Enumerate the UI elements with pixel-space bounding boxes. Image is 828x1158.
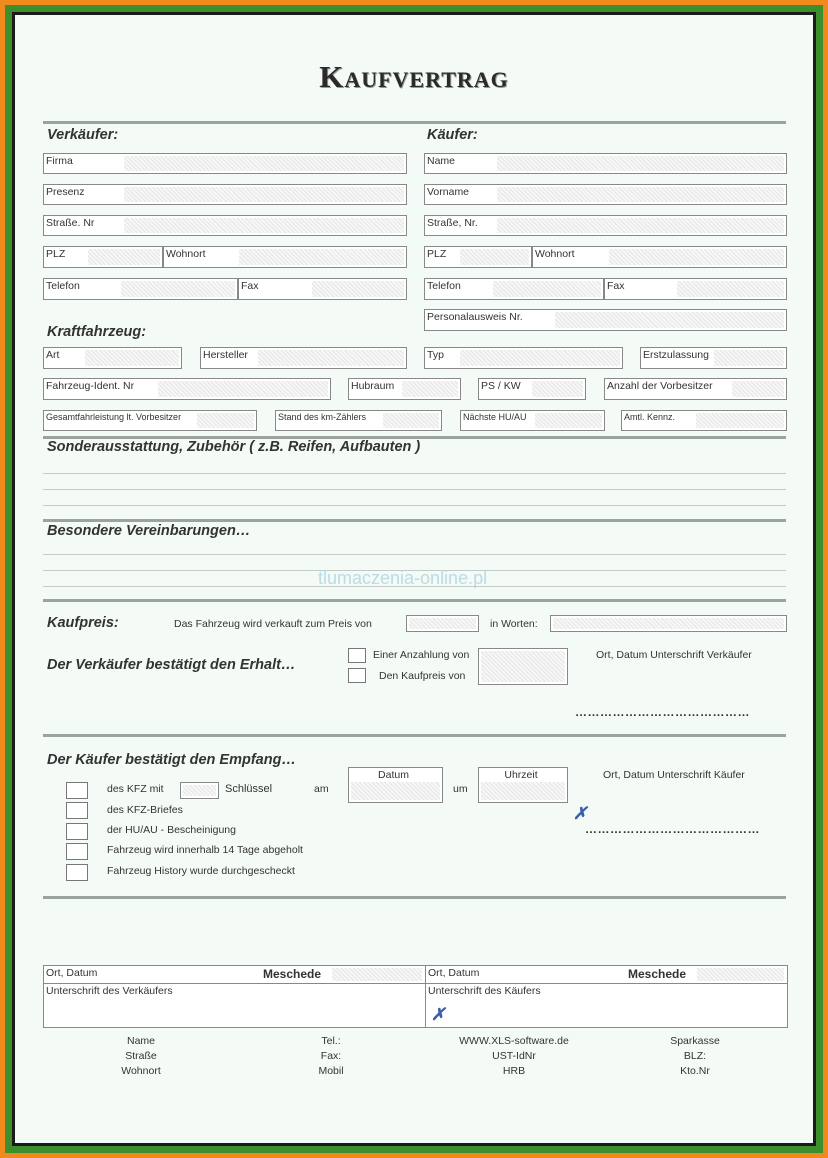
seller-wohnort-field[interactable] [163, 246, 407, 268]
left-date-fill[interactable] [332, 968, 422, 981]
field-label: Gesamtfahrleistung lt. Vorbesitzer [46, 412, 185, 422]
field-label: Fax [241, 280, 263, 292]
vehicle-vorbesitzer-field[interactable] [604, 378, 787, 400]
item-label: der HU/AU - Bescheinigung [107, 824, 236, 836]
field-label: Nächste HU/AU [463, 412, 531, 422]
field-label: Stand des km-Zählers [278, 412, 370, 422]
seller-presenz-field[interactable] [43, 184, 407, 205]
vehicle-gesamtfahrleistung-field[interactable] [43, 410, 257, 431]
field-label: Telefon [427, 280, 465, 292]
writing-line[interactable] [43, 554, 786, 555]
footer-text: Wohnort [121, 1065, 161, 1077]
divider [43, 599, 786, 602]
right-ort-label: Ort, Datum [428, 967, 480, 979]
field-label: Art [46, 349, 63, 361]
buyer-signature-label: Unterschrift des Käufers [428, 985, 541, 997]
field-label: Amtl. Kennz. [624, 412, 679, 422]
uhrzeit-field[interactable] [478, 767, 568, 803]
schluessel-count-field[interactable] [180, 782, 219, 799]
vehicle-ps-field[interactable] [478, 378, 586, 400]
divider [44, 983, 787, 984]
field-label: Telefon [46, 280, 84, 292]
vehicle-huau-field[interactable] [460, 410, 605, 431]
kaeufer-bestaetigt-heading: Der Käufer bestätigt den Empfang… [47, 752, 296, 768]
field-label: Erstzulassung [643, 349, 713, 361]
writing-line[interactable] [43, 489, 786, 490]
field-label: Name [427, 155, 459, 167]
field-label: Fahrzeug-Ident. Nr [46, 380, 138, 392]
footer-col-bank [645, 1035, 745, 1077]
in-worten-field[interactable] [550, 615, 787, 632]
footer-text: Tel.: [321, 1035, 341, 1047]
datum-label: Datum [378, 769, 409, 781]
footer-col-contact [281, 1035, 381, 1077]
signature-table [43, 965, 788, 1028]
vehicle-kennz-field[interactable] [621, 410, 787, 431]
watermark: tlumaczenia-online.pl [318, 568, 488, 588]
right-date-fill[interactable] [697, 968, 784, 981]
vehicle-hubraum-field[interactable] [348, 378, 461, 400]
writing-line[interactable] [43, 586, 786, 587]
seller-telefon-field[interactable] [43, 278, 238, 300]
vehicle-kmstand-field[interactable] [275, 410, 442, 431]
field-label: Presenz [46, 186, 89, 198]
erhalt-amount-field[interactable] [478, 648, 568, 685]
left-ort-label: Ort, Datum [46, 967, 98, 979]
schluessel-label: Schlüssel [225, 783, 273, 795]
divider [43, 734, 786, 737]
vehicle-art-field[interactable] [43, 347, 182, 369]
field-label: Straße. Nr [46, 217, 98, 229]
footer-text: Kto.Nr [680, 1065, 710, 1077]
divider [43, 121, 786, 124]
in-worten-label: in Worten: [490, 618, 538, 630]
kaufpreis-amount-field[interactable] [406, 615, 479, 632]
kaeufer-signature-line[interactable]: …………………………………… [585, 822, 760, 836]
buyer-telefon-field[interactable] [424, 278, 604, 300]
item-label: des KFZ-Briefes [107, 804, 183, 816]
abholung-checkbox[interactable] [66, 843, 88, 860]
footer-text: Mobil [318, 1065, 344, 1077]
field-label: PLZ [46, 248, 69, 260]
datum-field[interactable] [348, 767, 443, 803]
seller-firma-field[interactable] [43, 153, 407, 174]
right-city: Meschede [628, 967, 687, 981]
verkaeufer-signature-label: Ort, Datum Unterschrift Verkäufer [596, 649, 752, 661]
anzahlung-label: Einer Anzahlung von [373, 649, 470, 661]
buyer-wohnort-field[interactable] [532, 246, 787, 268]
field-label: Hersteller [203, 349, 252, 361]
field-label: Personalausweis Nr. [427, 311, 527, 323]
kaufpreis-heading: Kaufpreis: [47, 615, 119, 631]
vehicle-hersteller-field[interactable] [200, 347, 407, 369]
x-mark-icon: ✗ [431, 1005, 446, 1024]
left-city: Meschede [263, 967, 322, 981]
footer-text: BLZ: [683, 1050, 707, 1062]
am-label: am [314, 783, 329, 795]
kaufpreis-text: Das Fahrzeug wird verkauft zum Preis von [174, 618, 372, 630]
field-label: Vorname [427, 186, 473, 198]
footer-text: Sparkasse [670, 1035, 720, 1047]
buyer-ausweis-field[interactable] [424, 309, 787, 331]
footer-text: Straße [125, 1050, 157, 1062]
kfz-brief-checkbox[interactable] [66, 802, 88, 819]
field-label: Straße, Nr. [427, 217, 482, 229]
field-label: Firma [46, 155, 77, 167]
uhrzeit-label: Uhrzeit [504, 769, 538, 781]
field-label: Wohnort [166, 248, 210, 260]
field-label: Fax [607, 280, 629, 292]
writing-line[interactable] [43, 505, 786, 506]
divider [43, 896, 786, 899]
document-title: Kaufvertrag [319, 59, 509, 94]
anzahlung-checkbox[interactable] [348, 648, 366, 663]
vehicle-heading: Kraftfahrzeug: [47, 324, 147, 340]
document-page [15, 15, 813, 1143]
kaufpreis-checkbox[interactable] [348, 668, 366, 683]
vehicle-typ-field[interactable] [424, 347, 623, 369]
um-label: um [453, 783, 468, 795]
verkaeufer-bestaetigt-heading: Der Verkäufer bestätigt den Erhalt… [47, 657, 296, 673]
buyer-heading: Käufer: [427, 127, 478, 143]
buyer-name-field[interactable] [424, 153, 787, 174]
footer-col-name [91, 1035, 191, 1077]
field-label: Anzahl der Vorbesitzer [607, 380, 717, 392]
field-label: PLZ [427, 248, 450, 260]
vehicle-ident-field[interactable] [43, 378, 331, 400]
kaufpreis-erhalt-label: Den Kaufpreis von [379, 670, 466, 682]
footer-text: Fax: [320, 1050, 342, 1062]
item-label: des KFZ mit [107, 783, 164, 795]
item-label: Fahrzeug History wurde durchgescheckt [107, 865, 295, 877]
verkaeufer-signature-line[interactable]: …………………………………… [575, 705, 750, 719]
field-label: Typ [427, 349, 448, 361]
kfz-checkbox[interactable] [66, 782, 88, 799]
buyer-street-field[interactable] [424, 215, 787, 236]
x-mark-icon: ✗ [573, 804, 588, 823]
seller-fax-field[interactable] [238, 278, 407, 300]
seller-heading: Verkäufer: [47, 127, 119, 143]
field-label: Wohnort [535, 248, 579, 260]
kaeufer-signature-label: Ort, Datum Unterschrift Käufer [603, 769, 745, 781]
huau-checkbox[interactable] [66, 823, 88, 840]
seller-plz-field[interactable] [43, 246, 163, 268]
buyer-fax-field[interactable] [604, 278, 787, 300]
writing-line[interactable] [43, 473, 786, 474]
sonder-heading: Sonderausstattung, Zubehör ( z.B. Reifen, Aufbauten ) [47, 439, 421, 455]
field-label: PS / KW [481, 380, 525, 392]
vereinbarungen-heading: Besondere Vereinbarungen… [47, 523, 251, 539]
footer-text: UST-IdNr [492, 1050, 536, 1062]
footer-col-web [434, 1035, 594, 1077]
buyer-vorname-field[interactable] [424, 184, 787, 205]
footer-text: WWW.XLS-software.de [459, 1035, 569, 1047]
field-label: Hubraum [351, 380, 398, 392]
footer-text: HRB [502, 1065, 526, 1077]
seller-street-field[interactable] [43, 215, 407, 236]
history-checkbox[interactable] [66, 864, 88, 881]
item-label: Fahrzeug wird innerhalb 14 Tage abgeholt [107, 844, 303, 856]
vehicle-erstzulassung-field[interactable] [640, 347, 787, 369]
footer-text: Name [126, 1035, 155, 1047]
divider [425, 966, 426, 1027]
seller-signature-label: Unterschrift des Verkäufers [46, 985, 173, 997]
buyer-plz-field[interactable] [424, 246, 532, 268]
divider [43, 519, 786, 522]
